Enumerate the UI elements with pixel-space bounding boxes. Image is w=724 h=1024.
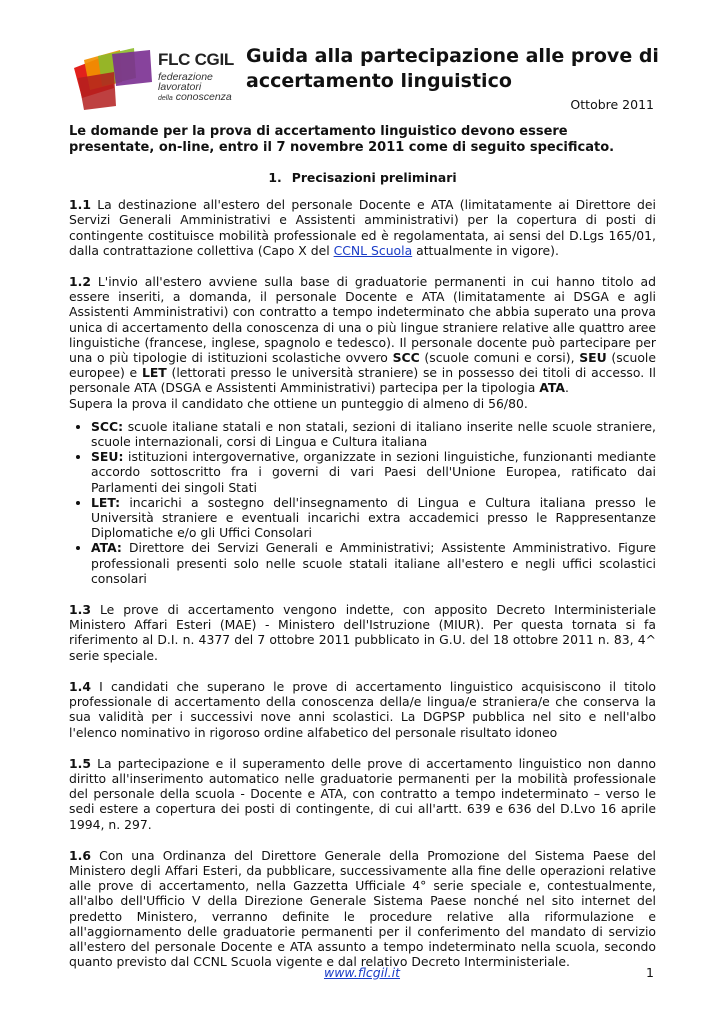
term-seu: SEU: [579, 350, 607, 366]
term-scc: SCC: [392, 350, 420, 366]
document-title: Guida alla partecipazione alle prove di accertamento linguistico: [246, 45, 659, 92]
paragraph-text: Supera la prova il candidato che ottiene un punteggio di almeno di 56/80.: [69, 395, 528, 411]
paragraph-number: 1.5: [69, 755, 91, 771]
document-date: Ottobre 2011: [570, 97, 654, 112]
website-link[interactable]: www.flcgil.it: [323, 965, 401, 980]
section-heading: [69, 170, 656, 185]
paragraph-number: 1.3: [69, 602, 91, 618]
typology-list: [69, 419, 656, 586]
flc-cgil-logo: [70, 48, 240, 112]
paragraph-1-2: [69, 274, 656, 411]
paragraph-number: 1.4: [69, 678, 91, 694]
paragraph-text: .: [565, 380, 569, 396]
bullet-text: istituzioni intergovernative, organizzate in sezioni linguistiche, funzionanti mediante accordo sottoscritto fra i governi di vari Paesi dell'Unione Europea, ratificato dai Parlamenti dei singoli Stati: [91, 449, 656, 495]
paragraph-text: I candidati che superano le prove di accertamento linguistico acquisiscono il titolo professionale di accertamento della conoscenza della/e lingua/e straniera/e che conserva la sua validità per i successivi nove anni scolastici. La DGPSP pubblica nel sito e nell'albo l'elenco nominativo in rigoroso ordine alfabetico del personale risultato idoneo: [69, 678, 656, 740]
logo-line-3-main: conoscenza: [175, 91, 232, 103]
page-number: 1: [646, 965, 654, 980]
bullet-term: SEU:: [91, 449, 124, 465]
list-item: [91, 449, 656, 495]
section-title: Precisazioni preliminari: [291, 170, 457, 185]
logo-mark-icon: [70, 48, 154, 110]
paragraph-1-1: [69, 197, 656, 258]
paragraph-text: (scuole europee) e: [69, 350, 656, 381]
logo-line-3-small: della: [158, 95, 173, 102]
logo-subtitle: [158, 72, 232, 104]
bullet-text: incarichi a sostegno dell'insegnamento di Lingua e Cultura italiana presso le Università straniere e eventuali incarichi extra accademici presso le Rappresentanze Diplomatiche e/o gli Uffici Consolari: [91, 494, 656, 541]
logo-line-3: [158, 92, 232, 104]
section-number: 1.: [268, 170, 282, 185]
bullet-term: SCC:: [91, 418, 124, 434]
paragraph-text: L'invio all'estero avviene sulla base di graduatorie permanenti in cui hanno titolo ad essere inseriti, a domanda, il personale Docente e ATA (limitatamente ai DSGA e agli Assistenti Amministrativi) con contratto a tempo indeterminato che abbia superato una prova unica di accertamento della conoscenza di una o più lingue straniere relative alle quattro aree linguistiche (francese, inglese, spagnolo e tedesco). Il personale docente può partecipare per una o più tipologie di istituzioni scolastiche ovvero: [69, 274, 656, 366]
footer: [0, 965, 724, 980]
list-item: [91, 419, 656, 449]
list-item: [91, 540, 656, 586]
paragraph-text: (scuole comuni e corsi),: [419, 350, 580, 366]
document-body: [69, 124, 656, 985]
list-item: [91, 495, 656, 541]
bullet-term: LET:: [91, 494, 121, 510]
paragraph-number: 1.2: [69, 274, 91, 290]
bullet-text: Direttore dei Servizi Generali e Amministrativi; Assistente Amministrativo. Figure professionali presenti solo nelle scuole statali italiane all'estero e negli uffici scolastici consolari: [91, 540, 656, 586]
paragraph-text: Con una Ordinanza del Direttore Generale della Promozione del Sistema Paese del Ministero degli Affari Esteri, da pubblicare, successivamente alla fine delle operazioni relative alle prove di accertamento, nella Gazzetta Ufficiale 4° serie speciale e, contestualmente, all'albo dell'Ufficio V della Direzione Generale Sistema Paese nonché nel sito internet del predetto Ministero, verranno definite le procedure relative alla riformulazione e all'aggiornamento delle graduatorie permanenti per il conferimento del mandato di servizio all'estero del personale Docente e ATA assunto a tempo indeterminato nella scuola, secondo quanto previsto dal CCNL Scuola vigente e dal relativo Decreto Interministeriale.: [69, 847, 656, 970]
intro-statement: Le domande per la prova di accertamento linguistico devono essere presentate, on-line, entro il 7 novembre 2011 come di seguito specificato.: [69, 124, 615, 155]
paragraph-text: La destinazione all'estero del personale Docente e ATA (limitatamente ai Direttore dei Servizi Generali Amministrativi e Assistenti amministrativi) per la copertura di posti di contingente costituisce mobilità professionale ed è regolamentata, ai sensi del D.Lgs 165/01, dalla contrattazione collettiva (Capo X del: [69, 197, 656, 258]
logo-line-2: lavoratori: [158, 81, 202, 93]
term-ata: ATA: [539, 380, 565, 396]
paragraph-1-3: [69, 602, 656, 663]
paragraph-1-4: [69, 679, 656, 740]
bullet-term: ATA:: [91, 540, 122, 556]
ccnl-scuola-link[interactable]: CCNL Scuola: [333, 242, 413, 258]
paragraph-number: 1.6: [69, 847, 91, 863]
logo-line-1: federazione: [158, 71, 213, 83]
logo-name: FLC CGIL: [158, 50, 234, 69]
paragraph-text: attualmente in vigore).: [412, 242, 559, 258]
bullet-text: scuole italiane statali e non statali, sezioni di italiano inserite nelle scuole straniere, scuole internazionali, corsi di Lingua e Cultura italiana: [91, 418, 656, 450]
paragraph-text: La partecipazione e il superamento delle prove di accertamento linguistico non danno diritto all'inserimento automatico nelle graduatorie permanenti per la mobilità professionale del personale della scuola - Docente e ATA, con contratto a tempo indeterminato – verso le sedi estere a copertura dei posti di contingente, di cui all'artt. 639 e 636 del D.Lvo 16 aprile 1994, n. 297.: [69, 755, 656, 832]
term-let: LET: [141, 365, 167, 381]
paragraph-1-6: [69, 848, 656, 970]
paragraph-text: Le prove di accertamento vengono indette, con apposito Decreto Interministeriale Ministero Affari Esteri (MAE) - Ministero dell'Istruzione (MIUR). Per questa tornata si fa riferimento al D.I. n. 4377 del 7 ottobre 2011 pubblicato in G.U. del 18 ottobre 2011 n. 83, 4^ serie speciale.: [69, 602, 656, 663]
paragraph-1-5: [69, 756, 656, 832]
paragraph-text: (lettorati presso le università straniere) se in possesso dei titoli di accesso. Il personale ATA (DSGA e Assistenti Amministrativi) partecipa per la tipologia: [69, 365, 656, 396]
paragraph-number: 1.1: [69, 197, 91, 213]
